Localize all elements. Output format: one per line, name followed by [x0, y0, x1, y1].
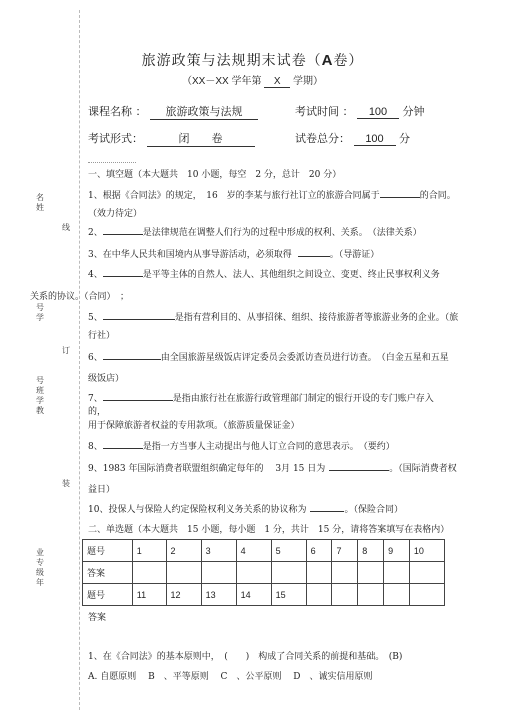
q6-line2: 级饭店）	[88, 374, 125, 384]
q3-line	[88, 248, 379, 262]
answer-cell[interactable]	[358, 562, 384, 584]
exam-title	[0, 50, 505, 70]
q4-line2: 关系的协议。（合同） ；	[30, 292, 130, 302]
q2-num: 2、	[88, 228, 103, 238]
q3-answer: 。（导游证）	[329, 250, 380, 260]
table-cell	[306, 584, 332, 606]
table-cell: 14	[236, 584, 271, 606]
table-cell: 1	[132, 540, 166, 562]
q1-answer: （效力待定）	[88, 209, 143, 219]
q6-text: 由全国旅游星级饭店评定委员会委派访查员进行访查。 （白金五星和五星	[160, 353, 449, 363]
side-label-ding: 订	[62, 346, 70, 355]
time-unit: 分钟	[402, 105, 425, 118]
answer-cell[interactable]	[132, 562, 166, 584]
side-label-student-no: 号 学	[36, 303, 44, 322]
q1-text: 1、根据《合同法》的规定， 16 岁的李某与旅行社订立的旅游合同属于	[88, 191, 380, 201]
table-row	[83, 562, 445, 584]
table-cell: 2	[166, 540, 201, 562]
q10-blank[interactable]	[310, 511, 344, 512]
table-cell	[332, 584, 358, 606]
answer-cell[interactable]	[166, 562, 201, 584]
answer-cell[interactable]	[271, 562, 306, 584]
q6-line1	[88, 351, 449, 365]
q3-text: 3、在中华人民共和国境内从事导游活动，必须取得	[88, 250, 292, 260]
time-label: 考试时间 ：	[295, 105, 354, 118]
q1-text-end: 的合同。	[419, 191, 456, 201]
answer-label: 答案	[88, 613, 107, 623]
q7-blank[interactable]	[103, 400, 173, 401]
course-value: 旅游政策与法规	[150, 103, 258, 120]
form-label: 考试形式：	[88, 132, 143, 145]
table-cell: 5	[271, 540, 306, 562]
answer-cell[interactable]	[306, 562, 332, 584]
q4-line1	[88, 268, 440, 282]
table-cell: 15	[271, 584, 306, 606]
q8-num: 8、	[88, 442, 103, 452]
q6-blank[interactable]	[103, 359, 161, 360]
side-label-xian: 线	[62, 223, 70, 232]
score-unit: 分	[399, 132, 410, 145]
title-paper-mark: A	[321, 52, 334, 69]
q5-blank[interactable]	[103, 319, 175, 320]
form-value: 闭 卷	[147, 130, 255, 147]
table-cell	[384, 584, 410, 606]
table-cell: 3	[201, 540, 236, 562]
table-cell: 题号	[83, 584, 133, 606]
q5-line1	[88, 311, 458, 325]
table-cell: 11	[132, 584, 166, 606]
q8-blank[interactable]	[103, 448, 143, 449]
exam-subtitle	[0, 72, 505, 88]
q7-line1	[88, 392, 434, 406]
q7-num: 7、	[88, 394, 103, 404]
score-value: 100	[354, 133, 396, 146]
q4-blank[interactable]	[103, 276, 143, 277]
answer-cell[interactable]	[236, 562, 271, 584]
q9-text: 9、1983 年国际消费者联盟组织确定每年的 3月 15 日为	[88, 464, 326, 474]
time-row	[295, 103, 425, 119]
table-row	[83, 584, 445, 606]
q7-text: 是指由旅行社在旅游行政管理部门制定的银行开设的专门账户存入	[172, 394, 434, 404]
q5-text: 是指有营利目的、从事招徕、组织、接待旅游者等旅游业务的企业。（旅	[174, 313, 459, 323]
q1-blank[interactable]	[380, 197, 420, 198]
table-cell: 13	[201, 584, 236, 606]
course-label: 课程名称 ：	[88, 105, 147, 118]
score-label: 试卷总分：	[295, 132, 350, 145]
mcq1-question: 1、在《合同法》的基本原则中， ( ) 构成了合同关系的前提和基础。 (B)	[88, 652, 403, 662]
q10-text: 10、投保人与保险人约定保险权利义务关系的协议称为	[88, 505, 307, 515]
q9-line1	[88, 462, 457, 476]
q9-answer: 。（国际消费者权	[389, 464, 457, 474]
q5-line2: 行社）	[88, 331, 116, 341]
section1-heading: 一、填空题（本大题共 10 小题，每空 2 分，总计 20 分）	[88, 170, 342, 180]
q4-text: 是平等主体的自然人、法人、其他组织之间设立、变更、终止民事权利义务	[142, 270, 440, 280]
table-cell: 题号	[83, 540, 133, 562]
table-cell: 8	[358, 540, 384, 562]
answer-cell[interactable]	[384, 562, 410, 584]
subtitle-year: （XX－XX 学年第	[181, 76, 262, 87]
side-label-name: 名 姓	[36, 193, 44, 212]
time-value: 100	[357, 106, 399, 119]
title-suffix: 卷）	[333, 53, 364, 69]
q2-text: 是法律规范在调整人们行为的过程中形成的权利、关系。 （法律关系）	[142, 228, 422, 238]
q5-num: 5、	[88, 313, 103, 323]
q9-blank[interactable]	[329, 470, 389, 471]
mcq1-options: A. 自愿原则 B 、平等原则 C 、公平原则 D 、诚实信用原则	[88, 672, 373, 682]
q6-num: 6、	[88, 353, 103, 363]
side-label-zhuang: 装	[62, 479, 70, 488]
q10-line	[88, 503, 403, 517]
course-row	[88, 103, 258, 120]
binding-line	[79, 10, 80, 710]
answer-cell[interactable]	[332, 562, 358, 584]
q2-blank[interactable]	[103, 234, 143, 235]
q4-num: 4、	[88, 270, 103, 280]
q2-line	[88, 226, 422, 240]
q1-line1	[88, 189, 456, 203]
q3-blank[interactable]	[298, 256, 330, 257]
answer-cell[interactable]	[201, 562, 236, 584]
table-cell: 10	[409, 540, 444, 562]
subtitle-suffix: 学期）	[293, 76, 324, 87]
table-cell	[409, 584, 444, 606]
subtitle-term: X	[264, 76, 290, 88]
table-cell: 12	[166, 584, 201, 606]
answer-table	[82, 539, 445, 606]
section2-heading: 二、单选题（本大题共 15 小题，每小题 1 分，共计 15 分，请将答案填写在表格内）	[88, 525, 450, 535]
q8-text: 是指一方当事人主动提出与他人订立合同的意思表示。 （要约）	[142, 442, 395, 452]
table-cell: 答案	[83, 562, 133, 584]
table-cell	[358, 584, 384, 606]
score-row	[295, 130, 410, 146]
q7-line3: 用于保障旅游者权益的专用款项。（旅游质量保证金）	[88, 421, 300, 431]
q10-answer: 。（保险合同）	[344, 505, 403, 515]
divider	[88, 162, 136, 163]
table-cell: 7	[332, 540, 358, 562]
table-cell: 9	[384, 540, 410, 562]
table-cell: 4	[236, 540, 271, 562]
form-row	[88, 130, 255, 147]
q7-line2: 的，	[88, 407, 107, 417]
answer-cell[interactable]	[409, 562, 444, 584]
side-label-major: 业 专 级 年	[36, 548, 44, 587]
side-label-class: 号 班 学 教	[36, 376, 44, 415]
table-cell: 6	[306, 540, 332, 562]
table-row	[83, 540, 445, 562]
q9-line2: 益日）	[88, 485, 116, 495]
title-main: 旅游政策与法规期末试卷（	[141, 53, 322, 69]
q8-line	[88, 440, 395, 454]
